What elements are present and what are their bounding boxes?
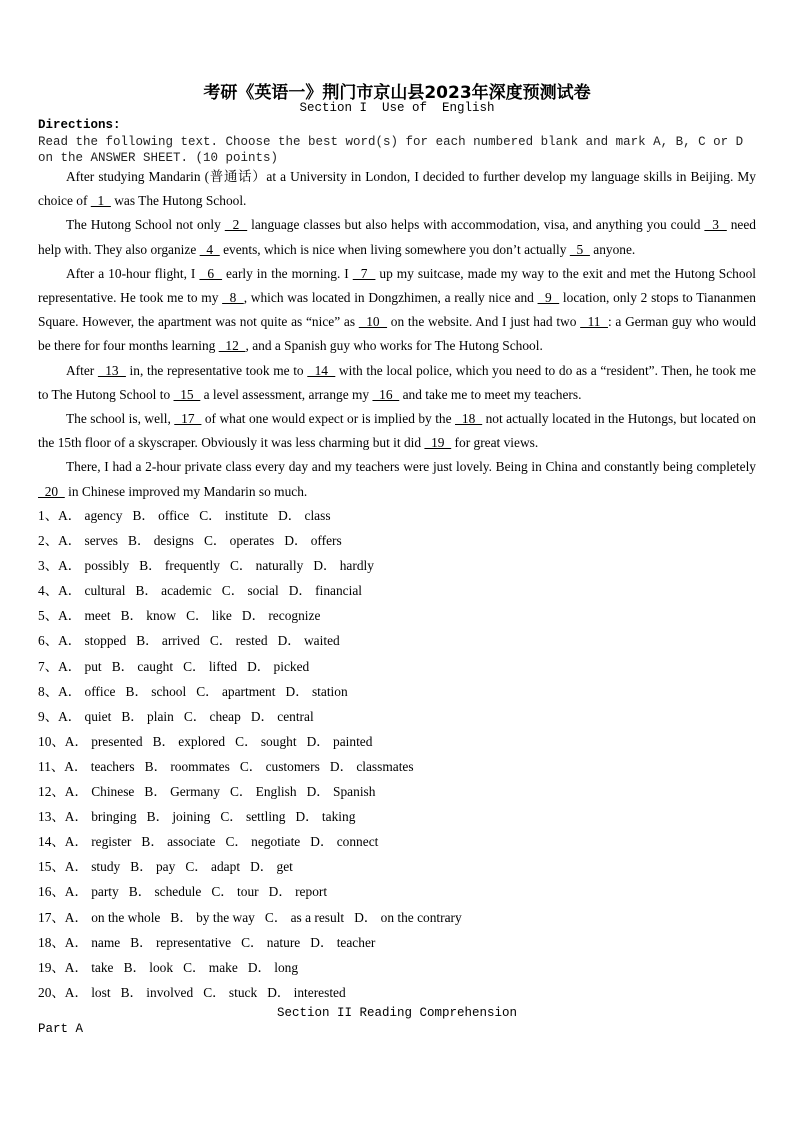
passage-text: need help with. They also organize bbox=[38, 217, 757, 257]
question-row bbox=[38, 930, 462, 955]
option-letter: B． bbox=[128, 533, 151, 549]
option-letter: B． bbox=[139, 558, 162, 574]
option-text: possibly bbox=[84, 558, 130, 574]
option-text: waited bbox=[304, 633, 340, 649]
option-text: like bbox=[211, 608, 232, 624]
option-text: by the way bbox=[196, 909, 255, 925]
question-number: 1、 bbox=[38, 508, 59, 523]
option-text: Germany bbox=[170, 784, 220, 800]
option-text: caught bbox=[137, 658, 174, 674]
passage-text: with the local police, which you need to do as a “resident”. Then, he took me to The Hutong School to bbox=[38, 362, 757, 402]
option-letter: B． bbox=[132, 508, 155, 523]
numbered-blank: 4 bbox=[199, 241, 220, 257]
option-letter: A． bbox=[64, 733, 88, 749]
question-row bbox=[38, 779, 462, 804]
option-letter: D． bbox=[310, 834, 334, 850]
question-number: 12、 bbox=[38, 784, 65, 800]
question-number: 7、 bbox=[38, 658, 59, 674]
numbered-blank: 12 bbox=[218, 338, 246, 354]
option-letter: C． bbox=[225, 834, 248, 850]
part-heading: Part A bbox=[38, 1022, 84, 1036]
option-letter: A． bbox=[58, 558, 82, 574]
option-text: agency bbox=[84, 508, 123, 523]
question-row bbox=[38, 654, 462, 679]
question-row bbox=[38, 679, 462, 704]
question-number: 14、 bbox=[38, 834, 65, 850]
option-letter: D． bbox=[278, 508, 302, 523]
option-letter: C． bbox=[209, 633, 233, 649]
option-text: pay bbox=[155, 859, 176, 875]
option-text: cheap bbox=[209, 708, 241, 724]
option-letter: A． bbox=[64, 784, 88, 800]
option-letter: B． bbox=[128, 884, 152, 900]
option-text: school bbox=[151, 683, 187, 699]
option-letter: B． bbox=[123, 959, 146, 975]
option-text: put bbox=[84, 658, 102, 674]
option-text: rested bbox=[235, 633, 268, 649]
passage-text: , which was located in Dongzhimen, a really nice and bbox=[243, 290, 538, 306]
option-text: study bbox=[91, 859, 121, 875]
option-text: interested bbox=[293, 984, 346, 1000]
question-row bbox=[38, 854, 462, 879]
option-letter: B． bbox=[141, 834, 164, 850]
question-number: 5、 bbox=[38, 608, 59, 624]
section-heading-2: Section II Reading Comprehension bbox=[276, 1006, 518, 1020]
option-text: cultural bbox=[84, 583, 126, 599]
option-letter: B． bbox=[170, 909, 193, 925]
numbered-blank: 15 bbox=[173, 386, 201, 402]
option-letter: C． bbox=[203, 984, 226, 1000]
option-letter: A． bbox=[64, 884, 88, 900]
option-text: customers bbox=[265, 758, 320, 774]
passage-text: not actually located in the Hutongs, but located on the 15th floor of a skyscraper. Obviously it was less charming but it did bbox=[38, 411, 756, 451]
option-text: associate bbox=[167, 834, 216, 850]
question-number: 13、 bbox=[38, 809, 65, 825]
option-text: settling bbox=[246, 809, 286, 825]
option-letter: C． bbox=[185, 859, 208, 875]
option-text: apartment bbox=[221, 683, 276, 699]
numbered-blank: 20 bbox=[38, 483, 65, 499]
option-text: long bbox=[274, 959, 299, 975]
option-text: plain bbox=[147, 708, 174, 724]
option-letter: D． bbox=[284, 533, 308, 549]
option-letter: B． bbox=[120, 984, 143, 1000]
question-row bbox=[38, 905, 462, 930]
question-row bbox=[38, 704, 462, 729]
passage-text: The school is, well, bbox=[66, 411, 175, 427]
option-text: register bbox=[91, 834, 132, 850]
option-letter: A． bbox=[64, 909, 88, 925]
option-text: know bbox=[146, 608, 177, 624]
passage-text: : a German guy who would be there for four months learning bbox=[38, 314, 756, 354]
question-number: 18、 bbox=[38, 934, 65, 950]
option-text: classmates bbox=[356, 758, 414, 774]
option-letter: A． bbox=[58, 533, 82, 549]
passage-text: After a 10-hour flight, I bbox=[66, 265, 200, 281]
option-text: quiet bbox=[84, 708, 112, 724]
option-letter: B． bbox=[144, 784, 167, 800]
option-text: office bbox=[84, 683, 116, 699]
numbered-blank: 6 bbox=[199, 265, 223, 281]
numbered-blank: 3 bbox=[704, 217, 727, 233]
option-letter: C． bbox=[229, 558, 253, 574]
option-letter: C． bbox=[203, 533, 227, 549]
option-letter: D． bbox=[267, 984, 291, 1000]
option-letter: D． bbox=[306, 733, 330, 749]
passage-text: After studying Mandarin (普通话）at a University in London, I decided to further develop my language skills in Beijing. My choice of bbox=[38, 169, 756, 209]
option-letter: B． bbox=[125, 683, 148, 699]
question-row bbox=[38, 553, 462, 578]
option-text: teacher bbox=[336, 934, 376, 950]
option-letter: D． bbox=[295, 809, 319, 825]
question-number: 20、 bbox=[38, 984, 65, 1000]
option-letter: D． bbox=[285, 683, 309, 699]
option-text: nature bbox=[266, 934, 301, 950]
option-letter: C． bbox=[220, 809, 243, 825]
passage-paragraph bbox=[38, 455, 756, 503]
section-heading: Section I Use of English bbox=[299, 101, 495, 115]
option-letter: C． bbox=[229, 784, 253, 800]
option-letter: B． bbox=[152, 733, 175, 749]
option-letter: D． bbox=[268, 884, 292, 900]
option-text: serves bbox=[84, 533, 118, 549]
option-letter: C． bbox=[183, 708, 207, 724]
passage-paragraph bbox=[38, 262, 756, 359]
numbered-blank: 19 bbox=[424, 435, 452, 451]
option-text: roommates bbox=[170, 758, 230, 774]
question-row bbox=[38, 729, 462, 754]
passage-text: up my suitcase, made my way to the exit and met the Hutong School representative. He took me to my bbox=[38, 265, 756, 306]
question-row bbox=[38, 503, 462, 528]
option-letter: D． bbox=[310, 934, 334, 950]
option-text: stuck bbox=[228, 984, 258, 1000]
option-text: station bbox=[311, 683, 348, 699]
option-letter: A． bbox=[64, 959, 88, 975]
passage-text: in Chinese improved my Mandarin so much. bbox=[64, 483, 308, 499]
option-text: on the contrary bbox=[380, 909, 462, 925]
numbered-blank: 14 bbox=[307, 362, 336, 378]
option-text: taking bbox=[321, 809, 356, 825]
question-number: 8、 bbox=[38, 683, 59, 699]
question-number: 2、 bbox=[38, 533, 59, 549]
numbered-blank: 2 bbox=[224, 217, 248, 233]
option-letter: C． bbox=[221, 583, 245, 599]
option-text: lost bbox=[91, 984, 111, 1000]
passage-text: The Hutong School not only bbox=[66, 217, 225, 233]
numbered-blank: 13 bbox=[97, 362, 126, 378]
option-letter: D． bbox=[306, 784, 330, 800]
directions-text: Read the following text. Choose the best word(s) for each numbered blank and mark A, B, C or D on the ANSWER SHEET. (10 points) bbox=[38, 135, 744, 165]
option-text: adapt bbox=[211, 859, 241, 875]
page-title: 考研《英语一》荆门市京山县2023年深度预测试卷 bbox=[203, 83, 591, 103]
option-letter: D． bbox=[288, 583, 312, 599]
option-text: representative bbox=[155, 934, 232, 950]
passage-text: was The Hutong School. bbox=[110, 193, 247, 209]
option-letter: D． bbox=[241, 608, 265, 624]
option-text: social bbox=[247, 583, 279, 599]
numbered-blank: 9 bbox=[537, 290, 560, 306]
numbered-blank: 11 bbox=[580, 314, 608, 330]
option-letter: D． bbox=[250, 708, 274, 724]
numbered-blank: 18 bbox=[455, 411, 483, 427]
option-letter: A． bbox=[64, 834, 88, 850]
option-letter: A． bbox=[58, 708, 82, 724]
passage-text: and take me to meet my teachers. bbox=[399, 386, 582, 402]
option-text: academic bbox=[161, 583, 212, 599]
option-letter: D． bbox=[247, 658, 271, 674]
question-row bbox=[38, 829, 462, 854]
option-text: bringing bbox=[91, 809, 137, 825]
question-row bbox=[38, 603, 462, 628]
numbered-blank: 17 bbox=[174, 411, 202, 427]
question-options bbox=[38, 503, 462, 1005]
passage-text: in, the representative took me to bbox=[125, 362, 308, 378]
passage-text: for great views. bbox=[451, 435, 539, 451]
numbered-blank: 16 bbox=[372, 386, 400, 402]
option-letter: C． bbox=[183, 959, 206, 975]
question-row bbox=[38, 879, 462, 904]
option-text: English bbox=[255, 784, 297, 800]
option-text: presented bbox=[91, 733, 143, 749]
question-row bbox=[38, 578, 462, 603]
option-text: class bbox=[304, 508, 331, 523]
option-letter: B． bbox=[120, 608, 143, 624]
option-letter: C． bbox=[235, 733, 258, 749]
option-text: lifted bbox=[208, 658, 238, 674]
passage-paragraph bbox=[38, 407, 756, 455]
numbered-blank: 7 bbox=[352, 265, 376, 281]
passage-text: There, I had a 2-hour private class every day and my teachers were just lovely. Being in China and constantly being completely bbox=[66, 459, 756, 475]
option-text: joining bbox=[172, 809, 211, 825]
option-letter: A． bbox=[58, 633, 82, 649]
passage-text: a level assessment, arrange my bbox=[200, 386, 373, 402]
question-number: 16、 bbox=[38, 884, 65, 900]
passage-paragraph bbox=[38, 165, 756, 213]
option-letter: C． bbox=[239, 758, 263, 774]
question-number: 11、 bbox=[38, 758, 65, 774]
option-text: look bbox=[149, 959, 174, 975]
question-row bbox=[38, 754, 462, 779]
option-letter: D． bbox=[250, 859, 274, 875]
option-letter: B． bbox=[130, 859, 153, 875]
option-text: report bbox=[295, 884, 328, 900]
option-text: stopped bbox=[84, 633, 127, 649]
option-text: meet bbox=[84, 608, 111, 624]
numbered-blank: 8 bbox=[222, 290, 244, 306]
question-number: 9、 bbox=[38, 708, 59, 724]
option-letter: A． bbox=[64, 934, 88, 950]
option-letter: A． bbox=[58, 658, 82, 674]
question-number: 15、 bbox=[38, 859, 65, 875]
option-text: office bbox=[158, 508, 190, 523]
option-text: name bbox=[91, 934, 121, 950]
option-letter: C． bbox=[264, 909, 288, 925]
option-letter: A． bbox=[58, 508, 82, 523]
option-letter: A． bbox=[58, 683, 82, 699]
passage-paragraph bbox=[38, 359, 756, 407]
option-text: institute bbox=[224, 508, 269, 523]
option-text: hardly bbox=[339, 558, 374, 574]
passage-paragraph bbox=[38, 213, 756, 261]
question-number: 10、 bbox=[38, 733, 65, 749]
passage-text: , and a Spanish guy who works for The Hutong School. bbox=[245, 338, 543, 354]
option-letter: B． bbox=[111, 658, 135, 674]
option-letter: A． bbox=[64, 859, 88, 875]
question-row bbox=[38, 628, 462, 653]
option-text: schedule bbox=[154, 884, 202, 900]
option-letter: D． bbox=[354, 909, 378, 925]
option-text: make bbox=[208, 959, 238, 975]
option-letter: A． bbox=[64, 809, 88, 825]
option-text: picked bbox=[273, 658, 310, 674]
option-text: sought bbox=[260, 733, 297, 749]
numbered-blank: 1 bbox=[90, 193, 111, 209]
option-text: teachers bbox=[90, 758, 135, 774]
question-row bbox=[38, 955, 462, 980]
question-number: 17、 bbox=[38, 909, 65, 925]
option-letter: D． bbox=[247, 959, 271, 975]
option-text: offers bbox=[310, 533, 342, 549]
option-letter: A． bbox=[64, 758, 88, 774]
option-text: recognize bbox=[268, 608, 321, 624]
option-letter: B． bbox=[130, 934, 153, 950]
question-number: 19、 bbox=[38, 959, 65, 975]
option-text: central bbox=[277, 708, 314, 724]
option-text: on the whole bbox=[91, 909, 161, 925]
option-text: explored bbox=[178, 733, 226, 749]
option-text: negotiate bbox=[251, 834, 301, 850]
question-number: 4、 bbox=[38, 583, 59, 599]
option-text: naturally bbox=[255, 558, 304, 574]
option-text: designs bbox=[153, 533, 194, 549]
option-letter: D． bbox=[329, 758, 353, 774]
option-letter: B． bbox=[146, 809, 169, 825]
option-letter: D． bbox=[277, 633, 301, 649]
directions-heading: Directions: bbox=[38, 118, 121, 132]
option-text: as a result bbox=[290, 909, 345, 925]
passage-text: on the website. And I just had two bbox=[387, 314, 581, 330]
option-letter: A． bbox=[64, 984, 88, 1000]
question-row bbox=[38, 980, 462, 1005]
question-row bbox=[38, 528, 462, 553]
option-letter: C． bbox=[241, 934, 264, 950]
option-letter: A． bbox=[58, 608, 82, 624]
option-letter: B． bbox=[144, 758, 167, 774]
numbered-blank: 5 bbox=[569, 241, 590, 257]
option-letter: A． bbox=[58, 583, 82, 599]
question-number: 6、 bbox=[38, 633, 59, 649]
option-letter: D． bbox=[313, 558, 337, 574]
option-text: get bbox=[276, 859, 293, 875]
option-text: arrived bbox=[161, 633, 200, 649]
option-text: connect bbox=[336, 834, 379, 850]
option-letter: B． bbox=[121, 708, 144, 724]
option-letter: C． bbox=[196, 683, 219, 699]
question-number: 3、 bbox=[38, 558, 59, 574]
option-letter: C． bbox=[186, 608, 209, 624]
option-text: Spanish bbox=[333, 784, 376, 800]
option-letter: C． bbox=[199, 508, 222, 523]
option-text: tour bbox=[237, 884, 259, 900]
passage-text: language classes but also helps with accommodation, visa, and anything you could bbox=[247, 217, 705, 233]
option-text: take bbox=[91, 959, 114, 975]
option-letter: C． bbox=[183, 658, 206, 674]
option-text: Chinese bbox=[91, 784, 135, 800]
passage-text: location, only 2 stops to Tiananmen Square. However, the apartment was not quite as “nice” as bbox=[38, 290, 756, 330]
passage-text: anyone. bbox=[589, 241, 636, 257]
passage-text: events, which is nice when living somewhere you don’t actually bbox=[219, 241, 570, 257]
passage-text: of what one would expect or is implied by the bbox=[201, 411, 455, 427]
option-text: painted bbox=[333, 733, 373, 749]
option-text: involved bbox=[146, 984, 194, 1000]
option-letter: B． bbox=[135, 583, 158, 599]
passage bbox=[38, 165, 756, 504]
question-row bbox=[38, 804, 462, 829]
option-text: frequently bbox=[164, 558, 220, 574]
passage-text: After bbox=[66, 362, 98, 378]
option-letter: B． bbox=[136, 633, 159, 649]
passage-text: early in the morning. I bbox=[222, 265, 353, 281]
option-text: operates bbox=[229, 533, 275, 549]
option-text: party bbox=[91, 884, 119, 900]
option-text: financial bbox=[315, 583, 362, 599]
numbered-blank: 10 bbox=[358, 314, 388, 330]
option-letter: C． bbox=[211, 884, 234, 900]
